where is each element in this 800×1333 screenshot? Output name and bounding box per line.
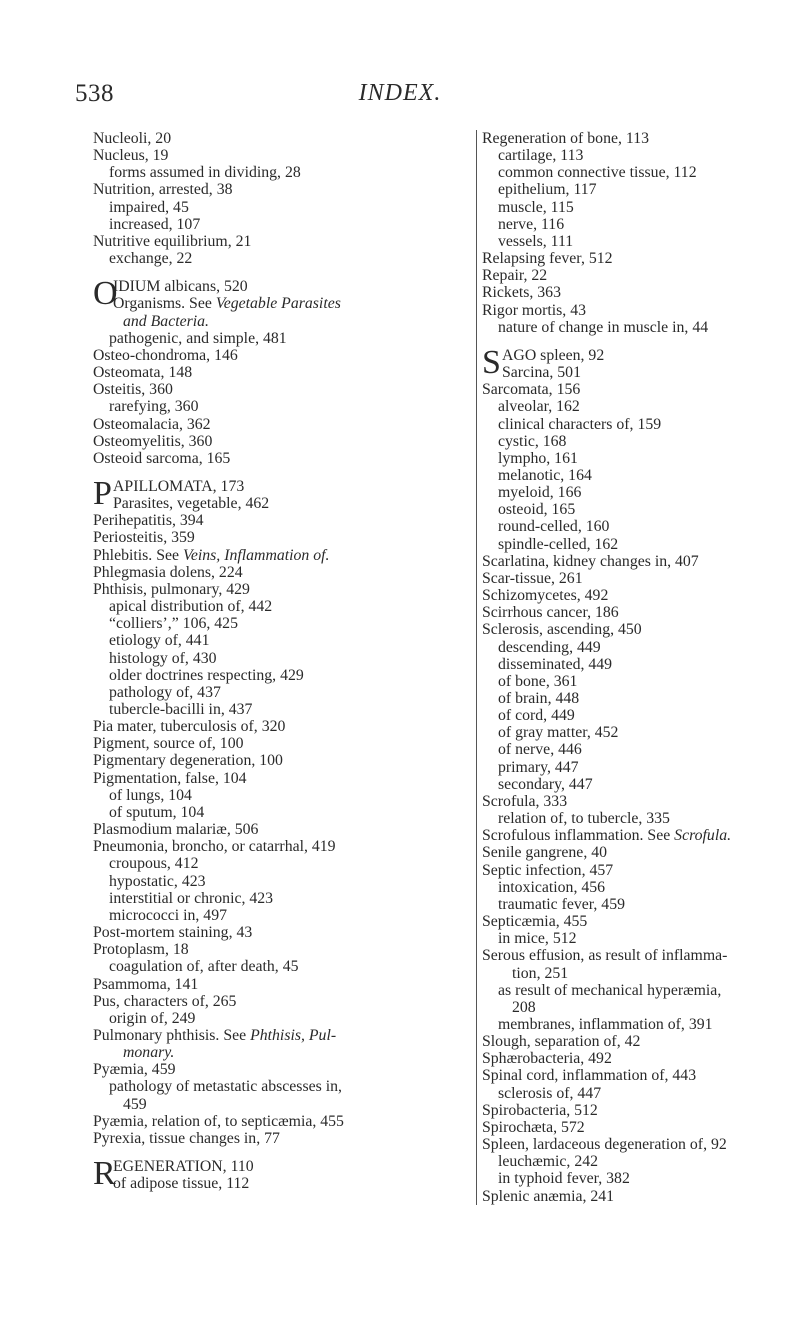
index-subentry: muscle, 115: [498, 198, 574, 216]
index-subentry: cartilage, 113: [498, 147, 584, 165]
index-entry: Repair, 22: [482, 267, 548, 285]
index-subentry: coagulation of, after death, 45: [109, 958, 299, 976]
index-subentry: of lungs, 104: [109, 786, 192, 804]
index-subentry: 208: [512, 998, 536, 1016]
page-header: [0, 80, 800, 120]
index-subentry: increased, 107: [109, 215, 201, 233]
letter-section-r: [93, 1155, 471, 1193]
index-subentry: vessels, 111: [498, 232, 574, 250]
index-entry: Pneumonia, broncho, or catarrhal, 419: [93, 838, 336, 856]
index-entry: Parasites, vegetable, 462: [113, 495, 270, 513]
index-entry: Phlegmasia dolens, 224: [93, 563, 243, 581]
index-entry: Scrofula, 333: [482, 792, 568, 810]
index-entry: Pigment, source of, 100: [93, 735, 244, 753]
index-subentry: older doctrines respecting, 429: [109, 666, 304, 684]
index-subentry: epithelium, 117: [498, 181, 597, 199]
index-entry: Spinal cord, inflammation of, 443: [482, 1067, 697, 1085]
index-subentry: intoxication, 456: [498, 878, 606, 896]
letter-section-s: [482, 343, 742, 382]
index-entry: Spleen, lardaceous degeneration of, 92: [482, 1136, 727, 1154]
index-subentry: secondary, 447: [498, 775, 593, 793]
index-subentry: primary, 447: [498, 758, 579, 776]
drop-cap-letter: O: [93, 275, 118, 313]
index-subentry: etiology of, 441: [109, 632, 210, 650]
index-entry: Schizomycetes, 492: [482, 587, 609, 605]
index-subentry: histology of, 430: [109, 649, 217, 667]
right-column: [476, 130, 742, 1205]
index-entry: Pus, characters of, 265: [93, 992, 237, 1010]
index-subentry: leuchæmic, 242: [498, 1153, 599, 1171]
index-entry: Post-mortem staining, 43: [93, 924, 253, 942]
index-subentry: of cord, 449: [498, 707, 575, 725]
cross-reference: Vegetable Parasites: [215, 295, 341, 313]
index-subentry: cystic, 168: [498, 432, 567, 450]
index-entry: Senile gangrene, 40: [482, 844, 608, 862]
index-entry: Plasmodium malariæ, 506: [93, 821, 259, 839]
index-entry: Regeneration of bone, 113: [482, 130, 649, 147]
running-title: INDEX.: [358, 80, 442, 106]
drop-cap-letter: R: [93, 1155, 116, 1193]
index-entry: Organisms. See: [113, 295, 216, 313]
index-subentry: as result of mechanical hyperæmia,: [498, 981, 722, 999]
index-subentry: in typhoid fever, 382: [498, 1170, 630, 1188]
index-entry: Osteo-chondroma, 146: [93, 346, 238, 364]
index-subentry: croupous, 412: [109, 855, 199, 873]
index-entry: Pyrexia, tissue changes in, 77: [93, 1129, 280, 1147]
index-entry: Sarcomata, 156: [482, 381, 581, 399]
index-entry: AGO spleen, 92: [502, 346, 605, 364]
index-subentry: micrococci in, 497: [109, 906, 227, 924]
index-entry: Osteomata, 148: [93, 364, 193, 382]
index-entry: Periosteitis, 359: [93, 529, 195, 547]
index-entry: Osteomalacia, 362: [93, 415, 211, 433]
index-entry: Rickets, 363: [482, 284, 561, 302]
index-subentry: nature of change in muscle in, 44: [498, 318, 709, 336]
index-entry: Spirochæta, 572: [482, 1118, 585, 1136]
index-subentry: in mice, 512: [498, 930, 577, 948]
index-subentry: of adipose tissue, 112: [113, 1175, 250, 1193]
cross-reference: Scrofula.: [674, 827, 732, 845]
index-entry: Pia mater, tuberculosis of, 320: [93, 718, 286, 736]
index-entry: Pulmonary phthisis. See: [93, 1026, 251, 1044]
index-subentry: sclerosis of, 447: [498, 1084, 602, 1102]
cross-reference: and Bacteria.: [123, 312, 209, 330]
drop-cap-letter: S: [482, 343, 501, 381]
index-entry: Perihepatitis, 394: [93, 512, 204, 530]
index-subentry: osteoid, 165: [498, 501, 576, 519]
index-subentry: pathology of, 437: [109, 683, 221, 701]
index-entry: Sclerosis, ascending, 450: [482, 621, 642, 639]
index-subentry: of sputum, 104: [109, 803, 205, 821]
index-entry: Protoplasm, 18: [93, 941, 189, 959]
index-entry: Nutrition, arrested, 38: [93, 181, 233, 199]
index-subentry: relation of, to tubercle, 335: [498, 810, 670, 828]
index-subentry: tubercle-bacilli in, 437: [109, 701, 253, 718]
index-subentry: origin of, 249: [109, 1009, 196, 1027]
index-entry: Nutritive equilibrium, 21: [93, 232, 252, 250]
index-subentry: rarefying, 360: [109, 398, 199, 416]
index-entry: Psammoma, 141: [93, 975, 199, 993]
index-subentry: traumatic fever, 459: [498, 895, 625, 913]
index-entry: IDIUM albicans, 520: [113, 278, 248, 296]
index-subentry: interstitial or chronic, 423: [109, 889, 274, 907]
index-entry: Scarlatina, kidney changes in, 407: [482, 552, 699, 570]
index-entry: Pigmentary degeneration, 100: [93, 752, 283, 770]
index-subentry: disseminated, 449: [498, 655, 613, 673]
page-number: 538: [75, 80, 114, 107]
index-subentry: exchange, 22: [109, 250, 193, 268]
cross-reference: Veins, Inflammation of.: [182, 546, 330, 564]
index-entry: Osteomyelitis, 360: [93, 432, 213, 450]
cross-reference: monary.: [123, 1044, 175, 1062]
index-subentry: melanotic, 164: [498, 466, 592, 484]
index-entry: Septic infection, 457: [482, 861, 614, 879]
index-entry: Scar-tissue, 261: [482, 569, 583, 587]
index-subentry: impaired, 45: [109, 198, 189, 216]
index-entry: Osteoid sarcoma, 165: [93, 449, 231, 467]
index-subentry: of brain, 448: [498, 690, 580, 707]
index-entry: Pyæmia, relation of, to septicæmia, 455: [93, 1112, 344, 1130]
index-entry: Osteitis, 360: [93, 381, 173, 399]
index-subentry: of nerve, 446: [498, 741, 582, 759]
index-subentry: common connective tissue, 112: [498, 164, 697, 182]
index-entry: Rigor mortis, 43: [482, 301, 586, 319]
index-entry: Splenic anæmia, 241: [482, 1187, 615, 1205]
index-entry: Serous effusion, as result of inflamma-: [482, 947, 728, 965]
index-subentry: lympho, 161: [498, 449, 578, 467]
index-subentry: round-celled, 160: [498, 518, 610, 536]
index-subentry: of bone, 361: [498, 672, 578, 690]
index-entry: Relapsing fever, 512: [482, 250, 613, 268]
index-entry: Nucleus, 19: [93, 147, 169, 165]
index-entry: Phlebitis. See: [93, 546, 183, 564]
letter-section-p: [93, 474, 471, 513]
index-subentry: nerve, 116: [498, 215, 565, 233]
index-subentry: myeloid, 166: [498, 484, 582, 502]
index-entry: APILLOMATA, 173: [113, 477, 245, 495]
index-entry: Phthisis, pulmonary, 429: [93, 580, 250, 598]
index-subentry: spindle-celled, 162: [498, 535, 619, 553]
index-subentry: pathology of metastatic abscesses in,: [109, 1078, 342, 1096]
index-entry: EGENERATION, 110: [113, 1158, 254, 1176]
index-entry: Pigmentation, false, 104: [93, 769, 247, 787]
index-subentry: alveolar, 162: [498, 398, 580, 416]
index-entry: Septicæmia, 455: [482, 913, 588, 931]
index-entry: Scrofulous inflammation. See: [482, 827, 675, 845]
drop-cap-letter: P: [93, 474, 112, 512]
index-subentry: forms assumed in dividing, 28: [109, 164, 301, 182]
index-subentry: clinical characters of, 159: [498, 415, 662, 433]
left-column: [93, 130, 471, 1192]
index-entry: Sarcina, 501: [502, 364, 581, 382]
index-subentry: “colliers’,” 106, 425: [109, 615, 238, 633]
index-subentry: hypostatic, 423: [109, 872, 206, 890]
index-entry: Slough, separation of, 42: [482, 1033, 641, 1051]
index-entry: Scirrhous cancer, 186: [482, 604, 619, 622]
index-subentry: descending, 449: [498, 638, 601, 656]
index-entry: Spirobacteria, 512: [482, 1101, 598, 1119]
index-subentry: tion, 251: [512, 964, 569, 982]
index-subentry: membranes, inflammation of, 391: [498, 1015, 713, 1033]
index-subentry: apical distribution of, 442: [109, 598, 273, 616]
index-entry: Nucleoli, 20: [93, 130, 172, 147]
cross-reference: Phthisis, Pul-: [250, 1026, 337, 1044]
index-entry: Sphærobacteria, 492: [482, 1050, 612, 1068]
index-entry: Pyæmia, 459: [93, 1061, 176, 1079]
index-subentry: pathogenic, and simple, 481: [109, 329, 287, 347]
letter-section-o: [93, 275, 471, 313]
index-subentry: of gray matter, 452: [498, 724, 619, 742]
index-subentry: 459: [123, 1095, 147, 1113]
